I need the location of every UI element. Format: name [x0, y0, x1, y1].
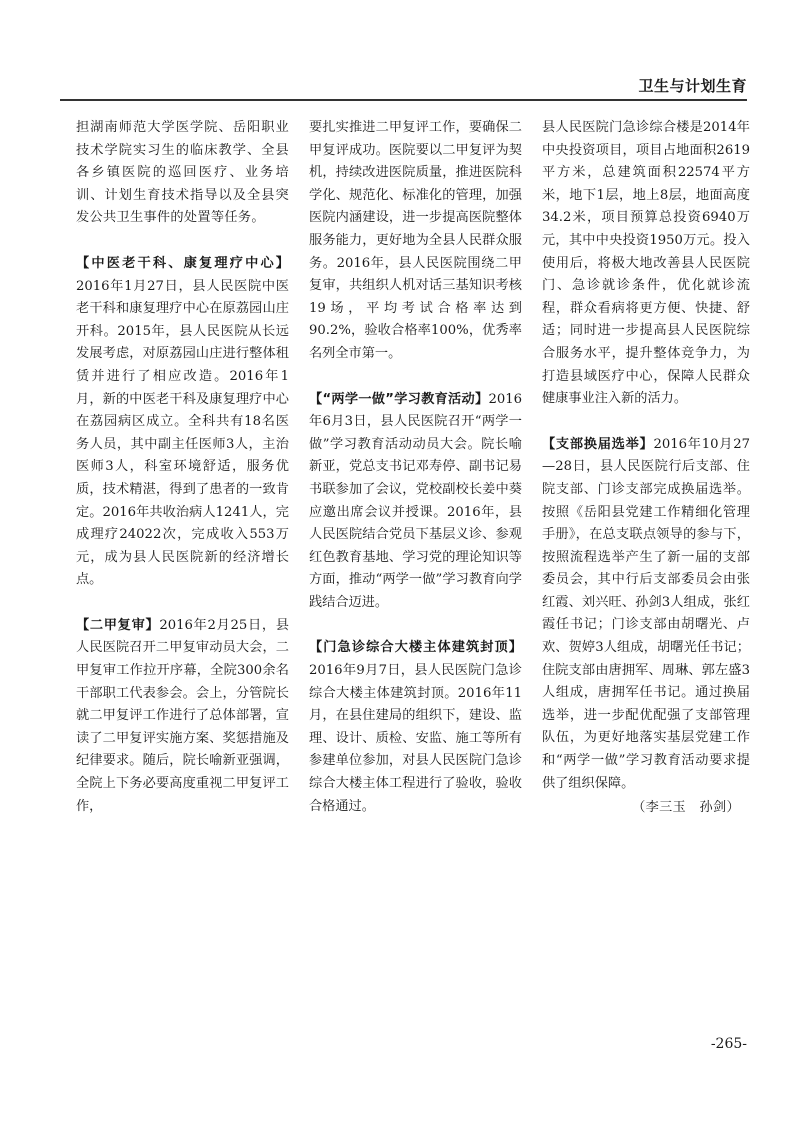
column-3: [542, 117, 750, 820]
intro-paragraph: 担湖南师范大学医学院、岳阳职业技术学院实习生的临床教学、全县各乡镇医院的巡回医疗、业务培训、计划生育技术指导以及全县突发公共卫生事件的处置等任务。: [76, 120, 289, 226]
section-election-paragraph: [542, 434, 750, 796]
section-building-continued: 县人民医院门急诊综合楼是2014年中央投资项目，项目占地面积2619平方米，总建筑面积22574平方米，地下1层，地上8层，地面高度34.2米，项目预算总投资6940万元，其中中央投资1950万元。投入使用后，将极大地改善县人民医院门、急诊就诊条件，优化就诊流程，群众看病将更方便、快捷、舒适；同时进一步提高县人民医院综合服务水平，提升整体竞争力，为打造县域医疗中心，保障人民群众健康事业注入新的活力。: [542, 120, 750, 407]
section-study: [309, 389, 522, 615]
section-building-title: 【门急诊综合大楼主体建筑封顶】: [309, 640, 522, 656]
section-review-paragraph: [76, 615, 289, 818]
section-review-body: 2016年2月25日，县人民医院召开二甲复审动员大会，二甲复审工作拉开序幕，全院300余名干部职工代表参会。会上，分管院长就二甲复评工作进行了总体部署，宣读了二甲复评实施方案、奖惩措施及纪律要求。随后，院长喻新亚强调，全院上下务必要高度重视二甲复评工作，: [76, 617, 289, 814]
author-credit: （李三玉 孙剑）: [632, 800, 740, 816]
section-building-paragraph: [309, 637, 522, 818]
section-building: [309, 637, 522, 818]
section-review-continued: 要扎实推进二甲复评工作，要确保二甲复评成功。医院要以二甲复评为契机，持续改进医院质量，推进医院科学化、规范化、标准化的管理，加强医院内涵建设，进一步提高医院整体服务能力，更好地为全县人民群众服务。2016年，县人民医院围绕二甲复审，共组织人机对话三基知识考核19场，平均考试合格率达到90.2%，验收合格率100%，优秀率名列全市第一。: [309, 120, 522, 361]
section-review-title: 【二甲复审】: [76, 617, 160, 633]
section-study-paragraph: [309, 389, 522, 615]
section-building-body: 2016年9月7日，县人民医院门急诊综合大楼主体建筑封顶。2016年11月，在县住建局的组织下，建设、监理、设计、质检、安监、施工等所有参建单位参加，对县人民医院门急诊综合大楼主体工程进行了验收，验收合格通过。: [309, 663, 522, 814]
header-rule: [60, 99, 747, 101]
running-header-title: 卫生与计划生育: [638, 77, 747, 95]
section-election-body: 2016年10月27—28日，县人民医院行后支部、住院支部、门诊支部完成换届选举。按照《岳阳县党建工作精细化管理手册》，在总支联点领导的参与下，按照流程选举产生了新一届的支部委员会，其中行后支部委员会由张红霞、刘兴旺、孙剑3人组成，张红霞任书记；门诊支部由胡曙光、卢欢、贺婷3人组成，胡曙光任书记；住院支部由唐拥军、周琳、郭左盛3人组成，唐拥军任书记。通过换届选举，进一步配优配强了支部管理队伍，为更好地落实基层党建工作和“两学一做”学习教育活动要求提供了组织保障。: [542, 436, 750, 791]
section-election-title: 【支部换届选举】: [542, 436, 654, 452]
section-tcm-body: 2016年1月27日，县人民医院中医老干科和康复理疗中心在原荔园山庄开科。2015年，县人民医院从长远发展考虑，对原荔园山庄进行整体租赁并进行了相应改造。2016年1月，新的中医老干科及康复理疗中心在荔园病区成立。全科共有18名医务人员，其中副主任医师3人，主治医师3人，科室环境舒适，服务优质，技术精湛，得到了患者的一致肯定。2016年共收治病人1241人，完成理疗24022次，完成收入553万元，成为县人民医院新的经济增长点。: [76, 278, 289, 588]
section-tcm-title: 【中医老干科、康复理疗中心】: [76, 255, 289, 271]
page-number: -265-: [710, 1036, 747, 1052]
column-1: [76, 117, 289, 818]
section-election: [542, 434, 750, 820]
section-study-body: 2016年6月3日，县人民医院召开“两学一做”学习教育活动动员大会。院长喻新亚，党总支书记邓寿停、副书记易书联参加了会议，党校副校长姜中葵应邀出席会议并授课。2016年，县人民医院结合党员下基层义诊、参观红色教育基地、学习党的理论知识等方面，推动“两学一做”学习教育向学践结合迈进。: [309, 391, 522, 610]
section-review: [76, 615, 289, 818]
column-2: [309, 117, 522, 818]
section-tcm-paragraph: [76, 253, 289, 592]
section-study-title: 【“两学一做”学习教育活动】: [309, 391, 489, 407]
section-tcm: [76, 253, 289, 592]
